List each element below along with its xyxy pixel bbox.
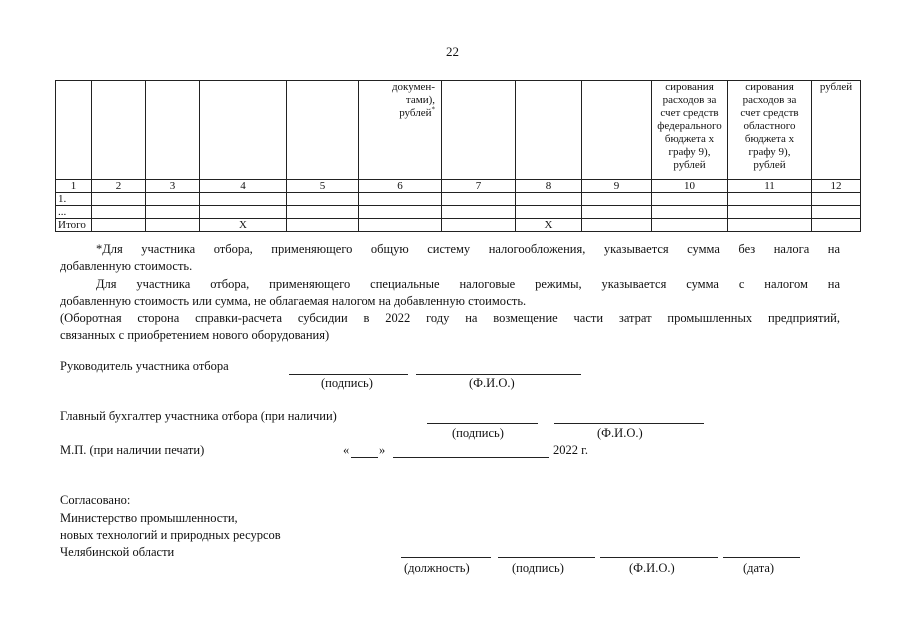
header-cell — [287, 81, 359, 180]
table-cell: X — [516, 219, 582, 232]
table-cell — [812, 206, 861, 219]
table-cell: X — [200, 219, 287, 232]
column-number: 4 — [200, 180, 287, 193]
header-text: докумен- — [391, 81, 435, 93]
header-text: графу 9), — [748, 146, 791, 158]
table-cell — [652, 206, 728, 219]
header-cell — [146, 81, 200, 180]
date-month-line — [393, 457, 549, 458]
header-cell — [582, 81, 652, 180]
header-text: тами), — [405, 94, 435, 106]
table-cell — [359, 219, 442, 232]
table-cell — [442, 219, 516, 232]
header-cell — [442, 81, 516, 180]
accountant-signature-line — [427, 423, 538, 424]
header-text: сирования — [745, 81, 794, 93]
footnote-line: добавленную стоимость или сумма, не облагаемая налогом на добавленную стоимость. — [60, 294, 527, 308]
table-cell — [812, 219, 861, 232]
table-cell — [359, 206, 442, 219]
table-cell — [92, 193, 146, 206]
table-row — [56, 206, 861, 219]
page-number: 22 — [446, 44, 459, 59]
head-signature-caption: (подпись) — [321, 376, 373, 390]
header-cell — [56, 81, 92, 180]
table-cell — [728, 206, 812, 219]
table-cell — [146, 219, 200, 232]
column-number-row — [56, 180, 861, 193]
head-label: Руководитель участника отбора — [60, 359, 229, 373]
accountant-fio-caption: (Ф.И.О.) — [597, 426, 643, 440]
header-cell-col12 — [812, 81, 861, 180]
header-text: расходов за — [742, 94, 797, 106]
column-number: 11 — [728, 180, 812, 193]
table-cell — [287, 193, 359, 206]
head-fio-caption: (Ф.И.О.) — [469, 376, 515, 390]
table-cell — [516, 206, 582, 219]
header-cell-col11 — [728, 81, 812, 180]
header-text: сирования — [665, 81, 714, 93]
header-cell — [200, 81, 287, 180]
table-cell — [582, 206, 652, 219]
date-year: 2022 г. — [553, 443, 588, 457]
date-open-quote: « — [343, 443, 350, 457]
column-number: 5 — [287, 180, 359, 193]
table-cell — [652, 219, 728, 232]
table-cell — [582, 193, 652, 206]
table-cell — [728, 193, 812, 206]
header-text: рублей — [819, 81, 853, 93]
table-cell: 1. — [56, 193, 92, 206]
accountant-fio-line — [554, 423, 704, 424]
footnote-mark: * — [431, 105, 435, 114]
subsidy-table — [55, 80, 861, 232]
table-cell — [92, 219, 146, 232]
header-text: расходов за — [662, 94, 717, 106]
approval-position-caption: (должность) — [404, 561, 470, 575]
column-number: 6 — [359, 180, 442, 193]
approval-org-line: новых технологий и природных ресурсов — [60, 528, 281, 542]
footnote-line: *Для участника отбора, применяющего общую систему налогообложения, указывается сумма без налога на — [96, 242, 840, 256]
table-cell — [200, 193, 287, 206]
header-text: счет средств — [740, 107, 799, 119]
table-cell — [728, 219, 812, 232]
stamp-label: М.П. (при наличии печати) — [60, 443, 205, 457]
accountant-label: Главный бухгалтер участника отбора (при наличии) — [60, 409, 337, 423]
table-total-row — [56, 219, 861, 232]
reverse-side-note — [60, 310, 840, 344]
table-cell — [146, 206, 200, 219]
header-text: бюджета х — [744, 133, 795, 145]
column-number: 9 — [582, 180, 652, 193]
table-cell — [146, 193, 200, 206]
footnote-special-tax — [60, 276, 840, 310]
approval-date-line — [723, 557, 800, 558]
header-cell-col10 — [652, 81, 728, 180]
header-cell — [92, 81, 146, 180]
date-day-line — [351, 457, 378, 458]
table-cell — [652, 193, 728, 206]
column-number: 10 — [652, 180, 728, 193]
table-cell — [287, 206, 359, 219]
footnote-line: Для участника отбора, применяющего специальные налоговые режимы, указывается сумма с налогом на — [96, 277, 840, 291]
note-line: связанных с приобретением нового оборудования) — [60, 328, 330, 342]
column-number: 1 — [56, 180, 92, 193]
table-cell — [92, 206, 146, 219]
approval-fio-line — [600, 557, 718, 558]
column-number: 7 — [442, 180, 516, 193]
footnote-line: добавленную стоимость. — [60, 259, 193, 273]
approval-signature-caption: (подпись) — [512, 561, 564, 575]
table-cell — [582, 219, 652, 232]
head-signature-line — [289, 374, 408, 375]
header-text: графу 9), — [668, 146, 711, 158]
approval-fio-caption: (Ф.И.О.) — [629, 561, 675, 575]
footnote-general-tax — [60, 241, 840, 275]
approval-title: Согласовано: — [60, 493, 131, 507]
approval-date-caption: (дата) — [743, 561, 775, 575]
total-label: Итого — [56, 219, 92, 232]
header-cell — [516, 81, 582, 180]
header-text: федерального — [657, 120, 722, 132]
approval-org-line: Челябинской области — [60, 545, 175, 559]
header-text: рублей — [753, 159, 786, 171]
table-cell — [359, 193, 442, 206]
table-cell: ... — [56, 206, 92, 219]
header-text: счет средств — [660, 107, 719, 119]
date-close-quote: » — [379, 443, 386, 457]
column-number: 12 — [812, 180, 861, 193]
column-number: 2 — [92, 180, 146, 193]
column-number: 3 — [146, 180, 200, 193]
table-cell — [516, 193, 582, 206]
note-line: (Оборотная сторона справки-расчета субсидии в 2022 году на возмещение части затрат промышленных предприятий, — [60, 311, 840, 325]
column-number: 8 — [516, 180, 582, 193]
table-cell — [200, 206, 287, 219]
table-cell — [287, 219, 359, 232]
approval-position-line — [401, 557, 491, 558]
table-cell — [812, 193, 861, 206]
table-cell — [442, 206, 516, 219]
table-header-row — [56, 81, 861, 180]
table-cell — [442, 193, 516, 206]
header-text: бюджета х — [664, 133, 715, 145]
header-cell-col6 — [359, 81, 442, 180]
accountant-signature-caption: (подпись) — [452, 426, 504, 440]
table-row — [56, 193, 861, 206]
header-text: областного — [743, 120, 796, 132]
header-text: рублей — [673, 159, 706, 171]
approval-signature-line — [498, 557, 595, 558]
header-text: рублей* — [399, 105, 435, 119]
approval-org-line: Министерство промышленности, — [60, 511, 238, 525]
head-fio-line — [416, 374, 581, 375]
